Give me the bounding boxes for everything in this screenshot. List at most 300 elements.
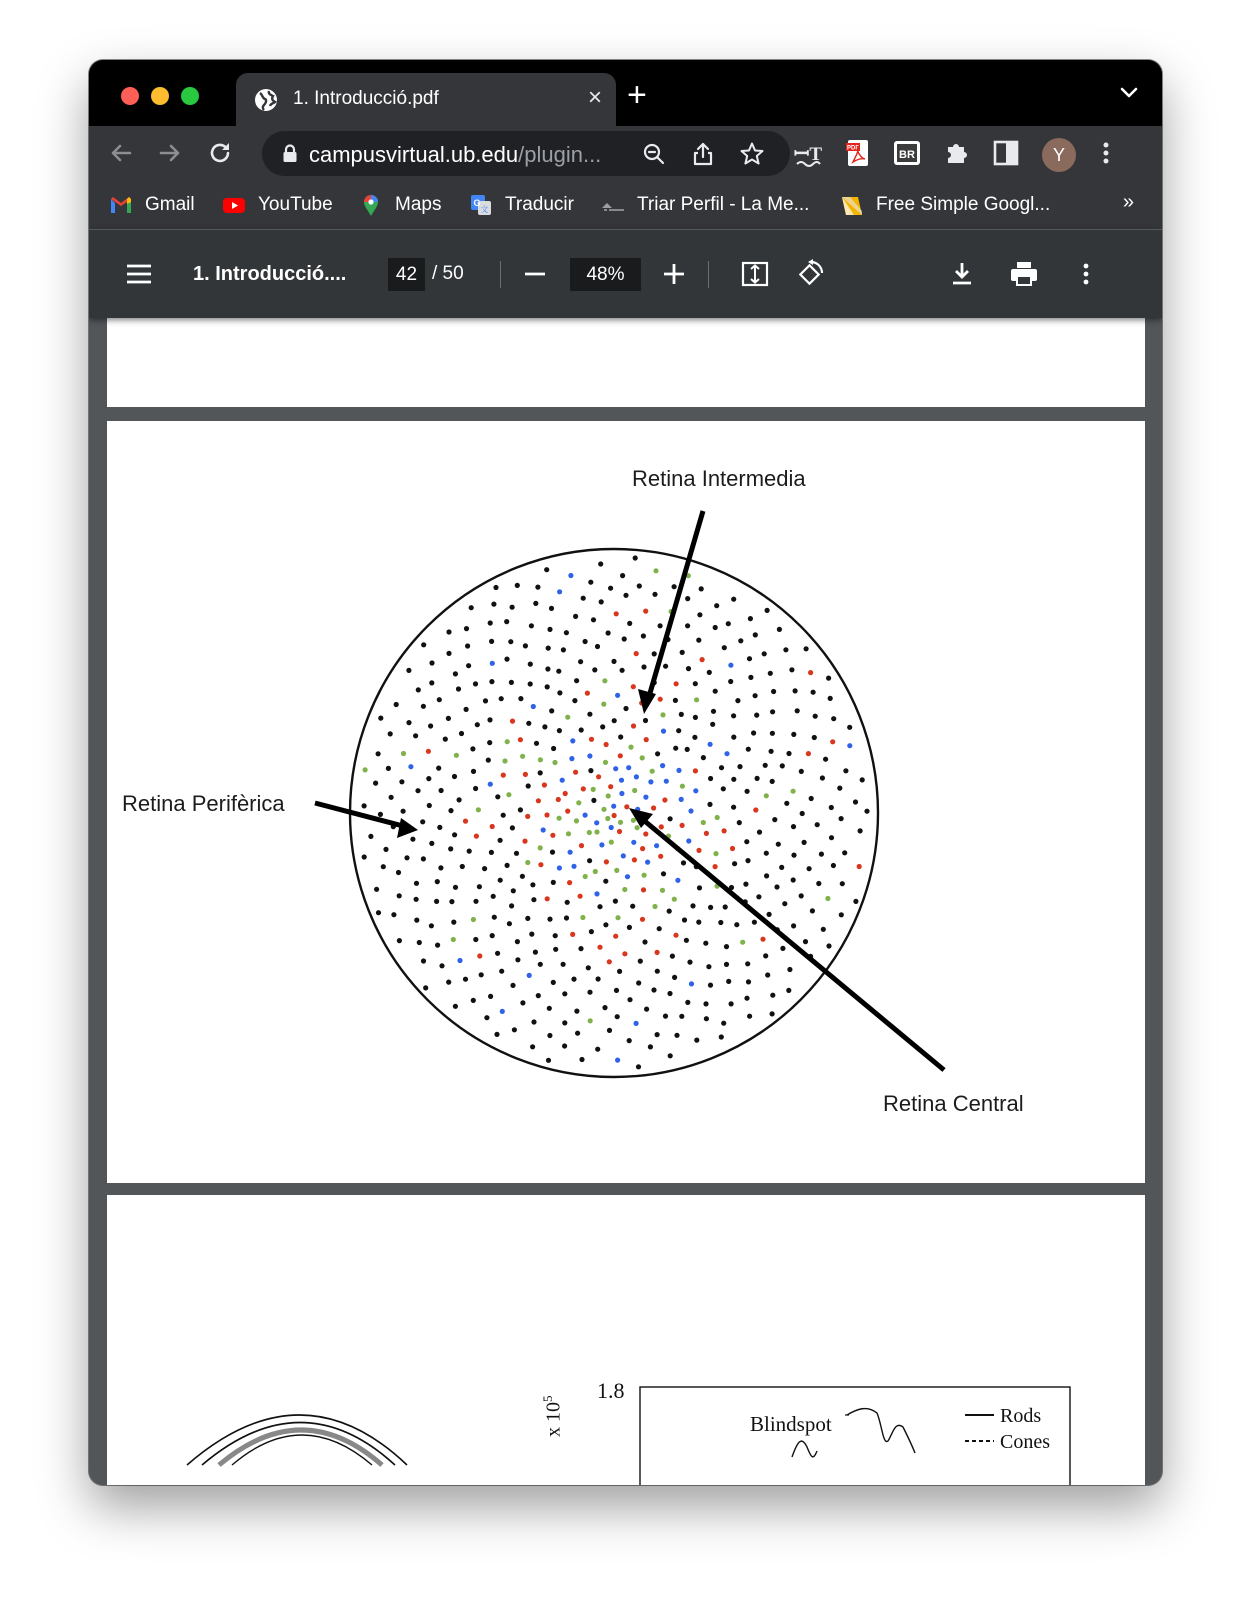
photoreceptor-dot bbox=[525, 860, 530, 865]
photoreceptor-dot bbox=[777, 627, 782, 632]
photoreceptor-dot bbox=[583, 874, 588, 879]
photoreceptor-dot bbox=[625, 874, 630, 879]
zoom-out-icon[interactable] bbox=[520, 259, 550, 289]
photoreceptor-dot bbox=[362, 803, 367, 808]
photoreceptor-dot bbox=[659, 824, 664, 829]
share-icon[interactable] bbox=[690, 141, 716, 167]
photoreceptor-dot bbox=[636, 1064, 641, 1069]
photoreceptor-dot bbox=[556, 797, 561, 802]
photoreceptor-dot bbox=[490, 933, 495, 938]
photoreceptor-dot bbox=[397, 893, 402, 898]
photoreceptor-dot bbox=[706, 964, 711, 969]
tab-strip bbox=[89, 60, 1162, 126]
photoreceptor-dot bbox=[533, 601, 538, 606]
photoreceptor-dot bbox=[594, 891, 599, 896]
photoreceptor-dot bbox=[567, 880, 572, 885]
lock-icon[interactable] bbox=[282, 144, 298, 163]
photoreceptor-dot bbox=[813, 714, 818, 719]
photoreceptor-dot bbox=[789, 667, 794, 672]
photoreceptor-dot bbox=[585, 691, 590, 696]
photoreceptor-dot bbox=[728, 679, 733, 684]
photoreceptor-dot bbox=[623, 706, 628, 711]
photoreceptor-dot bbox=[546, 1058, 551, 1063]
photoreceptor-dot bbox=[732, 861, 737, 866]
photoreceptor-dot bbox=[479, 972, 484, 977]
photoreceptor-dot bbox=[557, 865, 562, 870]
photoreceptor-dot bbox=[661, 729, 666, 734]
photoreceptor-dot bbox=[536, 798, 541, 803]
browser-menu-kebab-icon[interactable] bbox=[1091, 138, 1121, 168]
photoreceptor-dot bbox=[623, 593, 628, 598]
photoreceptor-dot bbox=[459, 731, 464, 736]
photoreceptor-dot bbox=[470, 746, 475, 751]
photoreceptor-dot bbox=[708, 983, 713, 988]
photoreceptor-dot bbox=[491, 894, 496, 899]
photoreceptor-dot bbox=[429, 660, 434, 665]
photoreceptor-dot bbox=[627, 1038, 632, 1043]
address-bar[interactable] bbox=[262, 131, 790, 176]
photoreceptor-dot bbox=[525, 814, 530, 819]
photoreceptor-dot bbox=[812, 735, 817, 740]
photoreceptor-dot bbox=[518, 696, 523, 701]
photoreceptor-dot bbox=[731, 777, 736, 782]
photoreceptor-dot bbox=[421, 642, 426, 647]
photoreceptor-dot bbox=[510, 825, 515, 830]
photoreceptor-dot bbox=[726, 621, 731, 626]
label-retina-central: Retina Central bbox=[883, 1091, 1024, 1116]
photoreceptor-dot bbox=[368, 834, 373, 839]
photoreceptor-dot bbox=[579, 727, 584, 732]
photoreceptor-dot bbox=[704, 831, 709, 836]
photoreceptor-dot bbox=[557, 589, 562, 594]
photoreceptor-dot bbox=[643, 831, 648, 836]
bookmark-label: YouTube bbox=[258, 194, 333, 215]
photoreceptor-dot bbox=[631, 723, 636, 728]
photoreceptor-dot bbox=[754, 713, 759, 718]
photoreceptor-dot bbox=[660, 712, 665, 717]
photoreceptor-dot bbox=[520, 754, 525, 759]
photoreceptor-dot bbox=[446, 651, 451, 656]
photoreceptor-dot bbox=[406, 720, 411, 725]
photoreceptor-dot bbox=[611, 659, 616, 664]
photoreceptor-dot bbox=[561, 647, 566, 652]
photoreceptor-dot bbox=[588, 1018, 593, 1023]
bookmark-free-simple[interactable] bbox=[840, 191, 1050, 219]
extensions-puzzle-icon[interactable] bbox=[942, 138, 972, 168]
photoreceptor-dot bbox=[437, 697, 442, 702]
tab-search-chevron-icon[interactable] bbox=[1118, 82, 1140, 102]
photoreceptor-dot bbox=[795, 708, 800, 713]
new-tab-button[interactable]: + bbox=[627, 76, 647, 114]
pdf-extension-icon[interactable] bbox=[843, 138, 873, 168]
photoreceptor-dot bbox=[652, 651, 657, 656]
photoreceptor-dot bbox=[493, 585, 498, 590]
photoreceptor-dot bbox=[737, 764, 742, 769]
photoreceptor-dot bbox=[408, 764, 413, 769]
photoreceptor-dot bbox=[685, 623, 690, 628]
photoreceptor-dot bbox=[839, 912, 844, 917]
bookmarks-overflow-button[interactable]: » bbox=[1122, 191, 1134, 213]
photoreceptor-dot bbox=[562, 991, 567, 996]
photoreceptor-dot bbox=[510, 605, 515, 610]
photoreceptor-dot bbox=[603, 879, 608, 884]
photoreceptor-dot bbox=[696, 848, 701, 853]
legend-cones-label: Cones bbox=[1000, 1431, 1050, 1453]
photoreceptor-dot bbox=[528, 662, 533, 667]
photoreceptor-dot bbox=[696, 920, 701, 925]
chart-y-tick-top: 1.8 bbox=[597, 1378, 625, 1403]
bookmark-triar-perfil[interactable] bbox=[601, 191, 809, 219]
photoreceptor-dot bbox=[636, 980, 641, 985]
reload-icon[interactable] bbox=[205, 138, 235, 168]
photoreceptor-dot bbox=[770, 779, 775, 784]
photoreceptor-dot bbox=[715, 815, 720, 820]
photoreceptor-dot bbox=[779, 865, 784, 870]
photoreceptor-dot bbox=[429, 680, 434, 685]
photoreceptor-dot bbox=[680, 650, 685, 655]
back-arrow-icon[interactable] bbox=[106, 138, 136, 168]
photoreceptor-dot bbox=[531, 897, 536, 902]
photoreceptor-dot bbox=[612, 813, 617, 818]
sidebar-menu-icon[interactable] bbox=[124, 259, 154, 289]
photoreceptor-dot bbox=[552, 760, 557, 765]
photoreceptor-dot bbox=[487, 740, 492, 745]
bookmark-gmail[interactable] bbox=[109, 191, 195, 219]
photoreceptor-dot bbox=[536, 993, 541, 998]
photoreceptor-dot bbox=[634, 651, 639, 656]
photoreceptor-dot bbox=[613, 766, 618, 771]
photoreceptor-dot bbox=[611, 804, 616, 809]
photoreceptor-dot bbox=[508, 639, 513, 644]
photoreceptor-dot bbox=[452, 832, 457, 837]
photoreceptor-dot bbox=[685, 747, 690, 752]
photoreceptor-dot bbox=[386, 766, 391, 771]
photoreceptor-dot bbox=[791, 824, 796, 829]
photoreceptor-dot bbox=[654, 843, 659, 848]
photoreceptor-dot bbox=[553, 947, 558, 952]
photoreceptor-dot bbox=[839, 816, 844, 821]
photoreceptor-dot bbox=[652, 904, 657, 909]
bookmark-label: Gmail bbox=[145, 194, 195, 215]
photoreceptor-dot bbox=[501, 813, 506, 818]
arrow-central bbox=[629, 808, 944, 1070]
photoreceptor-dot bbox=[745, 858, 750, 863]
photoreceptor-dot bbox=[568, 573, 573, 578]
photoreceptor-dot bbox=[615, 1014, 620, 1019]
photoreceptor-dot bbox=[820, 775, 825, 780]
photoreceptor-dot bbox=[581, 786, 586, 791]
photoreceptor-dot bbox=[443, 737, 448, 742]
page-number-input[interactable]: 42 bbox=[388, 258, 425, 291]
photoreceptor-dot bbox=[767, 912, 772, 917]
photoreceptor-dot bbox=[655, 1032, 660, 1037]
photoreceptor-dot bbox=[523, 643, 528, 648]
photoreceptor-dot bbox=[615, 915, 620, 920]
photoreceptor-dot bbox=[602, 678, 607, 683]
photoreceptor-dot bbox=[787, 967, 792, 972]
photoreceptor-dot bbox=[448, 846, 453, 851]
zoom-level-input[interactable]: 48% bbox=[570, 258, 641, 291]
photoreceptor-dot bbox=[842, 850, 847, 855]
photoreceptor-dot bbox=[593, 869, 598, 874]
photoreceptor-dot bbox=[373, 781, 378, 786]
photoreceptor-dot bbox=[622, 887, 627, 892]
url-path: /plugin... bbox=[518, 142, 602, 167]
photoreceptor-dot bbox=[679, 712, 684, 717]
photoreceptor-dot bbox=[710, 722, 715, 727]
rotate-icon[interactable] bbox=[795, 259, 825, 289]
photoreceptor-dot bbox=[847, 743, 852, 748]
photoreceptor-dot bbox=[847, 725, 852, 730]
photoreceptor-dot bbox=[599, 842, 604, 847]
photoreceptor-dot bbox=[744, 996, 749, 1001]
photoreceptor-dot bbox=[583, 813, 588, 818]
arrow-periferica bbox=[315, 803, 418, 838]
photoreceptor-dot bbox=[680, 823, 685, 828]
photoreceptor-dot bbox=[592, 667, 597, 672]
photoreceptor-dot bbox=[515, 939, 520, 944]
bookmark-traducir[interactable] bbox=[469, 191, 574, 219]
photoreceptor-dot bbox=[609, 825, 614, 830]
photoreceptor-dot bbox=[641, 664, 646, 669]
photoreceptor-dot bbox=[401, 751, 406, 756]
youtube-icon bbox=[222, 193, 246, 217]
photoreceptor-dot bbox=[650, 769, 655, 774]
br-extension-icon[interactable] bbox=[892, 138, 922, 168]
photoreceptor-dot bbox=[406, 668, 411, 673]
photoreceptor-dot bbox=[557, 690, 562, 695]
photoreceptor-dot bbox=[660, 763, 665, 768]
photoreceptor-dot bbox=[748, 616, 753, 621]
photoreceptor-dot bbox=[420, 819, 425, 824]
bookmark-maps[interactable] bbox=[359, 191, 441, 219]
svg-text:PDF: PDF bbox=[847, 145, 859, 152]
photoreceptor-dot bbox=[544, 567, 549, 572]
svg-text:BR: BR bbox=[899, 149, 915, 161]
photoreceptor-dot bbox=[764, 873, 769, 878]
photoreceptor-dot bbox=[376, 910, 381, 915]
photoreceptor-dot bbox=[708, 905, 713, 910]
photoreceptor-dot bbox=[389, 795, 394, 800]
photoreceptor-dot bbox=[428, 723, 433, 728]
photoreceptor-dot bbox=[682, 917, 687, 922]
photoreceptor-dot bbox=[618, 820, 623, 825]
photoreceptor-dot bbox=[697, 612, 702, 617]
fit-to-page-icon[interactable] bbox=[740, 259, 770, 289]
photoreceptor-dot bbox=[549, 708, 554, 713]
photoreceptor-dot bbox=[686, 838, 691, 843]
photoreceptor-dot bbox=[724, 962, 729, 967]
photoreceptor-dot bbox=[755, 776, 760, 781]
gmail-icon bbox=[109, 193, 133, 217]
photoreceptor-dot bbox=[840, 881, 845, 886]
photoreceptor-dot bbox=[383, 847, 388, 852]
active-tab[interactable] bbox=[236, 73, 616, 126]
print-icon[interactable] bbox=[1009, 259, 1039, 289]
photoreceptor-dot bbox=[630, 904, 635, 909]
photoreceptor-dot bbox=[753, 693, 758, 698]
photoreceptor-dot bbox=[633, 555, 638, 560]
photoreceptor-dot bbox=[580, 915, 585, 920]
photoreceptor-dot bbox=[693, 768, 698, 773]
tab-close-button[interactable]: × bbox=[587, 84, 602, 111]
zoom-window-button[interactable] bbox=[181, 87, 199, 105]
forward-arrow-icon[interactable] bbox=[155, 138, 185, 168]
photoreceptor-dot bbox=[547, 1006, 552, 1011]
photoreceptor-dot bbox=[722, 828, 727, 833]
photoreceptor-dot bbox=[673, 698, 678, 703]
photoreceptor-dot bbox=[465, 643, 470, 648]
photoreceptor-dot bbox=[466, 663, 471, 668]
zoom-magnifier-icon[interactable] bbox=[641, 141, 667, 167]
bookmark-youtube[interactable] bbox=[222, 191, 333, 219]
photoreceptor-dot bbox=[617, 969, 622, 974]
minimize-window-button[interactable] bbox=[151, 87, 169, 105]
zoom-in-icon[interactable] bbox=[659, 259, 689, 289]
photoreceptor-dot bbox=[622, 951, 627, 956]
photoreceptor-dot bbox=[756, 894, 761, 899]
photoreceptor-dot bbox=[451, 937, 456, 942]
pdf-more-options-icon[interactable] bbox=[1071, 259, 1101, 289]
chart-y-axis-exponent: 5 bbox=[540, 1395, 555, 1402]
photoreceptor-dot bbox=[791, 789, 796, 794]
photoreceptor-dot bbox=[609, 840, 614, 845]
photoreceptor-dot bbox=[399, 779, 404, 784]
photoreceptor-dot bbox=[608, 784, 613, 789]
photoreceptor-dot bbox=[786, 988, 791, 993]
photoreceptor-dot bbox=[604, 859, 609, 864]
photoreceptor-dot bbox=[634, 1021, 639, 1026]
photoreceptor-dot bbox=[414, 897, 419, 902]
photoreceptor-dot bbox=[599, 599, 604, 604]
photoreceptor-dot bbox=[714, 603, 719, 608]
photoreceptor-dot bbox=[477, 884, 482, 889]
photoreceptor-dot bbox=[416, 687, 421, 692]
svg-text:G: G bbox=[473, 198, 481, 208]
photoreceptor-dot bbox=[545, 896, 550, 901]
pdf-page-next bbox=[107, 1195, 1145, 1485]
photoreceptor-dot bbox=[760, 937, 765, 942]
bookmark-label: Maps bbox=[395, 194, 442, 215]
photoreceptor-dot bbox=[570, 932, 575, 937]
photoreceptor-dot bbox=[494, 1032, 499, 1037]
profile-avatar[interactable]: Y bbox=[1042, 138, 1076, 172]
photoreceptor-dot bbox=[826, 676, 831, 681]
label-retina-periferica: Retina Perifèrica bbox=[122, 791, 285, 816]
photoreceptor-dot bbox=[802, 840, 807, 845]
photoreceptor-dot bbox=[614, 868, 619, 873]
download-icon[interactable] bbox=[947, 259, 977, 289]
photoreceptor-dot bbox=[825, 896, 830, 901]
photoreceptor-dot bbox=[753, 632, 758, 637]
photoreceptor-dot bbox=[603, 760, 608, 765]
photoreceptor-dot bbox=[658, 697, 663, 702]
bookmark-label: Traducir bbox=[505, 194, 574, 215]
photoreceptor-dot bbox=[556, 669, 561, 674]
photoreceptor-dot bbox=[676, 728, 681, 733]
photoreceptor-dot bbox=[728, 663, 733, 668]
photoreceptor-dot bbox=[452, 774, 457, 779]
photoreceptor-dot bbox=[489, 639, 494, 644]
photoreceptor-dot bbox=[618, 753, 623, 758]
bookmark-star-icon[interactable] bbox=[739, 141, 765, 167]
photoreceptor-dot bbox=[460, 864, 465, 869]
photoreceptor-dot bbox=[809, 796, 814, 801]
photoreceptor-dot bbox=[515, 957, 520, 962]
photoreceptor-dot bbox=[686, 666, 691, 671]
photoreceptor-dot bbox=[528, 681, 533, 686]
side-panel-icon[interactable] bbox=[991, 138, 1021, 168]
url-text bbox=[309, 142, 601, 168]
photoreceptor-dot bbox=[784, 801, 789, 806]
photoreceptor-dot bbox=[602, 1005, 607, 1010]
photoreceptor-dot bbox=[464, 626, 469, 631]
photoreceptor-dot bbox=[853, 799, 858, 804]
photoreceptor-dot bbox=[640, 755, 645, 760]
photoreceptor-dot bbox=[531, 704, 536, 709]
photoreceptor-dot bbox=[469, 605, 474, 610]
photoreceptor-dot bbox=[681, 860, 686, 865]
photoreceptor-dot bbox=[764, 851, 769, 856]
photoreceptor-dot bbox=[451, 920, 456, 925]
photoreceptor-dot bbox=[643, 718, 648, 723]
photoreceptor-dot bbox=[439, 963, 444, 968]
photoreceptor-dot bbox=[502, 758, 507, 763]
photoreceptor-dot bbox=[562, 1020, 567, 1025]
photoreceptor-dot bbox=[673, 746, 678, 751]
photoreceptor-dot bbox=[780, 763, 785, 768]
photoreceptor-dot bbox=[421, 704, 426, 709]
photoreceptor-dot bbox=[719, 765, 724, 770]
photoreceptor-dot bbox=[596, 774, 601, 779]
photoreceptor-dot bbox=[506, 792, 511, 797]
photoreceptor-dot bbox=[482, 866, 487, 871]
language-tool-extension-icon[interactable] bbox=[793, 138, 823, 168]
photoreceptor-dot bbox=[658, 854, 663, 859]
photoreceptor-dot bbox=[500, 1009, 505, 1014]
photoreceptor-dot bbox=[857, 864, 862, 869]
photoreceptor-dot bbox=[641, 887, 646, 892]
bookmarks-bar bbox=[89, 181, 1162, 230]
photoreceptor-dot bbox=[575, 1031, 580, 1036]
close-window-button[interactable] bbox=[121, 87, 139, 105]
photoreceptor-dot bbox=[823, 757, 828, 762]
photoreceptor-dot bbox=[672, 975, 677, 980]
photoreceptor-dot bbox=[613, 899, 618, 904]
photoreceptor-dot bbox=[515, 583, 520, 588]
photoreceptor-dot bbox=[747, 1014, 752, 1019]
photoreceptor-dot bbox=[735, 698, 740, 703]
photoreceptor-dot bbox=[704, 1016, 709, 1021]
photoreceptor-dot bbox=[662, 797, 667, 802]
photoreceptor-dot bbox=[597, 945, 602, 950]
photoreceptor-dot bbox=[530, 1044, 535, 1049]
photoreceptor-dot bbox=[477, 953, 482, 958]
photoreceptor-dot bbox=[642, 873, 647, 878]
photoreceptor-dot bbox=[791, 732, 796, 737]
photoreceptor-dot bbox=[772, 817, 777, 822]
photoreceptor-dot bbox=[565, 715, 570, 720]
photoreceptor-dot bbox=[619, 778, 624, 783]
photoreceptor-dot bbox=[538, 770, 543, 775]
photoreceptor-dot bbox=[774, 884, 779, 889]
photoreceptor-dot bbox=[594, 829, 599, 834]
photoreceptor-dot bbox=[471, 917, 476, 922]
bookmark-site-icon bbox=[840, 193, 864, 217]
photoreceptor-dot bbox=[588, 768, 593, 773]
photoreceptor-dot bbox=[595, 1047, 600, 1052]
photoreceptor-dot bbox=[721, 1021, 726, 1026]
